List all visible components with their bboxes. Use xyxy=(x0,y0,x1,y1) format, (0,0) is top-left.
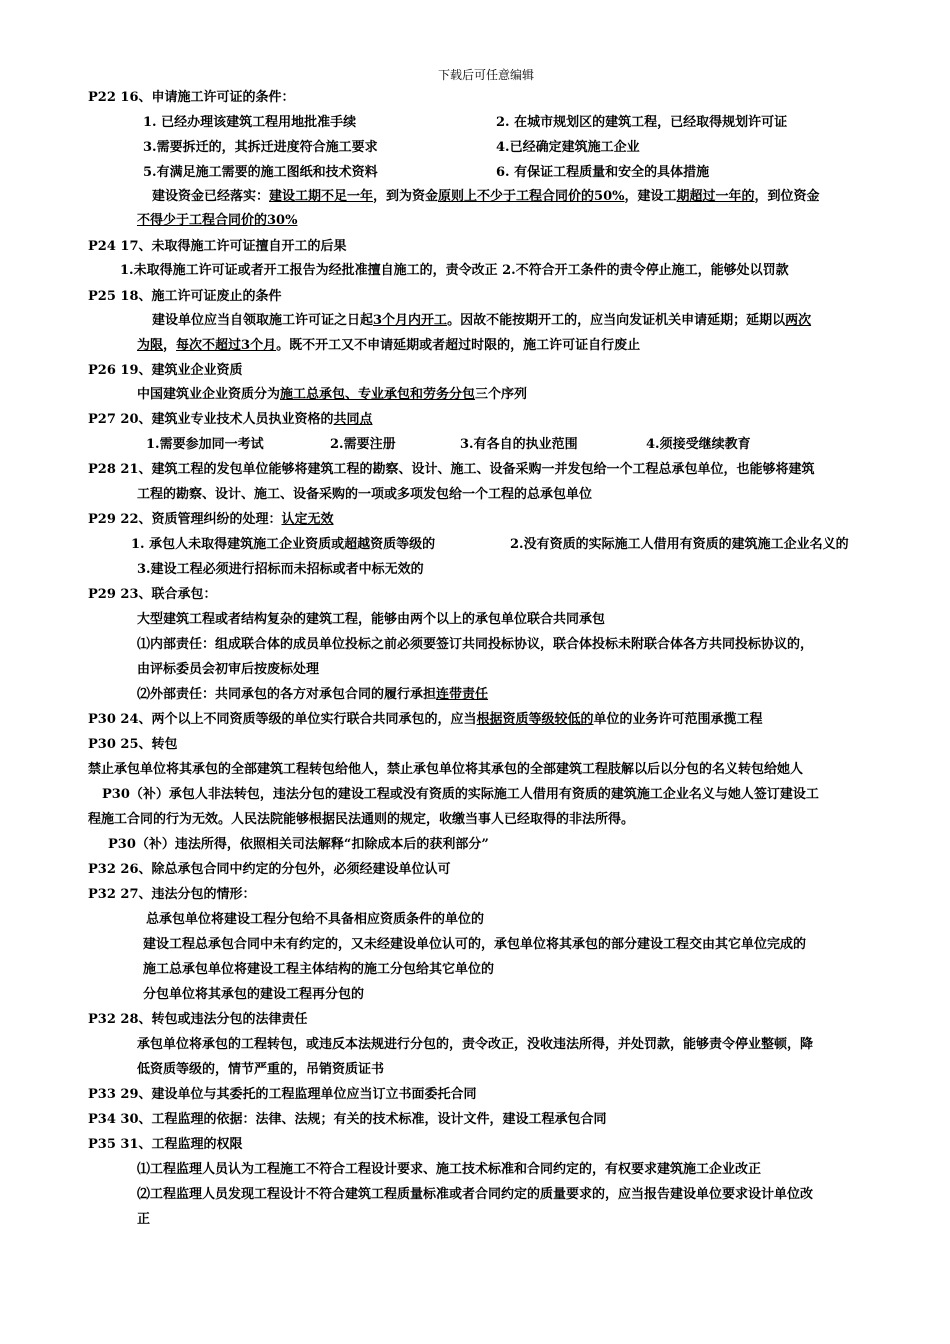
s25-para-1: 禁止承包单位将其承包的全部建筑工程转包给他人，禁止承包单位将其承包的全部建筑工程肢解以后以分包的名义转包给她人 xyxy=(88,762,804,777)
s16-item-5: 5.有满足施工需要的施工图纸和技术资料 xyxy=(143,165,378,180)
s23-external xyxy=(137,686,488,704)
s27-item-1: 总承包单位将建设工程分包给不具备相应资质条件的单位的 xyxy=(146,912,485,927)
s16-item-2: 2. 在城市规划区的建筑工程，已经取得规划许可证 xyxy=(496,115,788,130)
section-26: P32 26、除总承包合同中约定的分包外，必须经建设单位认可 xyxy=(88,862,451,877)
s22-item-3: 3.建设工程必须进行招标而未招标或者中标无效的 xyxy=(137,562,424,577)
s23-ext-a: ⑵外部责任：共同承包的各方对承包合同的履行承担 xyxy=(137,687,437,702)
s22-head-a: P29 22、资质管理纠纷的处理： xyxy=(88,512,282,527)
section-29: P33 29、建设单位与其委托的工程监理单位应当订立书面委托合同 xyxy=(88,1087,477,1102)
s18-c: 。因故不能按期开工的，应当向发证机关申请延期；延期以 xyxy=(447,313,786,328)
s19-b: 施工总承包、专业承包和劳务分包 xyxy=(280,387,476,402)
s16-item-3: 3.需要拆迁的，其拆迁进度符合施工要求 xyxy=(143,140,378,155)
s19-a: 中国建筑业企业资质分为 xyxy=(137,387,281,402)
s16-item-4: 4.已经确定建筑施工企业 xyxy=(496,140,640,155)
s16-item-1: 1. 已经办理该建筑工程用地批准手续 xyxy=(143,115,357,130)
s16-funding-e: ，建设工 xyxy=(624,189,677,204)
s16-funding-line xyxy=(152,188,820,206)
s31-para-3: 正 xyxy=(137,1212,151,1227)
s16-funding-a: 建设资金已经落实： xyxy=(152,189,270,204)
s27-item-4: 分包单位将其承包的建设工程再分包的 xyxy=(143,987,365,1002)
s24-b: 根据资质等级较低的 xyxy=(476,712,594,727)
s23-internal-2: 由评标委员会初审后按废标处理 xyxy=(137,662,320,677)
s16-funding-b: 建设工期不足一年 xyxy=(269,189,374,204)
s22-head-b: 认定无效 xyxy=(281,512,334,527)
s20-item-4: 4.须接受继续教育 xyxy=(646,437,751,452)
s16-funding-f: 期超过一年的 xyxy=(676,189,755,204)
s16-funding-g: ，到位资金 xyxy=(754,189,820,204)
s16-item-6: 6. 有保证工程质量和安全的具体措施 xyxy=(496,165,710,180)
section-30: P34 30、工程监理的依据：法律、法规；有关的技术标准，设计文件，建设工程承包合同 xyxy=(88,1112,607,1127)
section-16-heading: P22 16、申请施工许可证的条件： xyxy=(88,90,295,105)
section-27-heading: P32 27、违法分包的情形： xyxy=(88,887,256,902)
s20-item-3: 3.有各自的执业范围 xyxy=(460,437,578,452)
s18-e: 为限 xyxy=(137,338,164,353)
s16-funding-c: ，到为资金 xyxy=(373,189,439,204)
s22-item-2: 2.没有资质的实际施工人借用有资质的建筑施工企业名义的 xyxy=(510,537,849,552)
s18-f: ， xyxy=(163,338,177,353)
s20-item-2: 2.需要注册 xyxy=(330,437,396,452)
s16-funding-d: 原则上不少于工程合同价的50% xyxy=(438,189,625,204)
s18-b: 3个月内开工 xyxy=(373,313,448,328)
s24-a: P30 24、两个以上不同资质等级的单位实行联合共同承包的，应当 xyxy=(88,712,477,727)
s20-head-a: P27 20、建筑业专业技术人员执业资格的 xyxy=(88,412,334,427)
s18-a: 建设单位应当自领取施工许可证之日起 xyxy=(152,313,374,328)
section-22-heading xyxy=(88,511,334,529)
s18-g: 每次不超过3个月 xyxy=(176,338,277,353)
section-21-line-1: P28 21、建筑工程的发包单位能够将建筑工程的勘察、设计、施工、设备采购一并发包给一个工程总承包单位，也能够将建筑 xyxy=(88,462,815,477)
s18-d: 两次 xyxy=(785,313,812,328)
s18-line-2 xyxy=(137,337,640,355)
s19-body xyxy=(137,386,527,404)
s23-ext-b: 连带责任 xyxy=(436,687,489,702)
s31-para-1: ⑴工程监理人员认为工程施工不符合工程设计要求、施工技术标准和合同约定的，有权要求建筑施工企业改正 xyxy=(137,1162,762,1177)
s28-para-2: 低资质等级的，情节严重的，吊销资质证书 xyxy=(137,1062,385,1077)
s18-line-1 xyxy=(152,312,811,330)
section-24 xyxy=(88,711,763,729)
s31-para-2: ⑵工程监理人员发现工程设计不符合建筑工程质量标准或者合同约定的质量要求的，应当报告建设单位要求设计单位改 xyxy=(137,1187,814,1202)
s25-supp-2: P30（补）违法所得，依照相关司法解释“扣除成本后的获利部分” xyxy=(108,837,489,852)
s17-body: 1.未取得施工许可证或者开工报告为经批准擅自施工的，责令改正 2.不符合开工条件的责令停止施工，能够处以罚款 xyxy=(120,263,789,278)
s20-head-b: 共同点 xyxy=(333,412,373,427)
section-17-heading: P24 17、未取得施工许可证擅自开工的后果 xyxy=(88,239,347,254)
s27-item-2: 建设工程总承包合同中未有约定的，又未经建设单位认可的，承包单位将其承包的部分建设工程交由其它单位完成的 xyxy=(143,937,807,952)
section-19-heading: P26 19、建筑业企业资质 xyxy=(88,363,243,378)
s25-supp-1b: 程施工合同的行为无效。人民法院能够根据民法通则的规定，收缴当事人已经取得的非法所得。 xyxy=(88,812,635,827)
s23-internal-1: ⑴内部责任：组成联合体的成员单位投标之前必须要签订共同投标协议，联合体投标未附联合体各方共同投标协议的， xyxy=(137,637,814,652)
section-25-heading: P30 25、转包 xyxy=(88,737,178,752)
section-28-heading: P32 28、转包或违法分包的法律责任 xyxy=(88,1012,308,1027)
s18-h: 。既不开工又不申请延期或者超过时限的，施工许可证自行废止 xyxy=(276,338,641,353)
s28-para-1: 承包单位将承包的工程转包，或违反本法规进行分包的，责令改正，没收违法所得，并处罚款，能够责令停业整顿，降 xyxy=(137,1037,814,1052)
section-20-heading xyxy=(88,411,373,429)
s16-funding-line-2: 不得少于工程合同价的30% xyxy=(137,213,298,228)
s19-c: 三个序列 xyxy=(475,387,528,402)
page-header: 下载后可任意编辑 xyxy=(438,68,535,82)
s25-supp-1a: P30（补）承包人非法转包，违法分包的建设工程或没有资质的实际施工人借用有资质的建筑施工企业名义与她人签订建设工 xyxy=(102,787,819,802)
s24-c: 单位的业务许可范围承揽工程 xyxy=(593,712,763,727)
s27-item-3: 施工总承包单位将建设工程主体结构的施工分包给其它单位的 xyxy=(143,962,495,977)
s23-para-1: 大型建筑工程或者结构复杂的建筑工程，能够由两个以上的承包单位联合共同承包 xyxy=(137,612,606,627)
s20-item-1: 1.需要参加同一考试 xyxy=(146,437,264,452)
section-31-heading: P35 31、工程监理的权限 xyxy=(88,1137,243,1152)
section-21-line-2: 工程的勘察、设计、施工、设备采购的一项或多项发包给一个工程的总承包单位 xyxy=(137,487,593,502)
s22-item-1: 1. 承包人未取得建筑施工企业资质或超越资质等级的 xyxy=(131,537,436,552)
section-23-heading: P29 23、联合承包： xyxy=(88,587,217,602)
section-18-heading: P25 18、施工许可证废止的条件 xyxy=(88,289,282,304)
